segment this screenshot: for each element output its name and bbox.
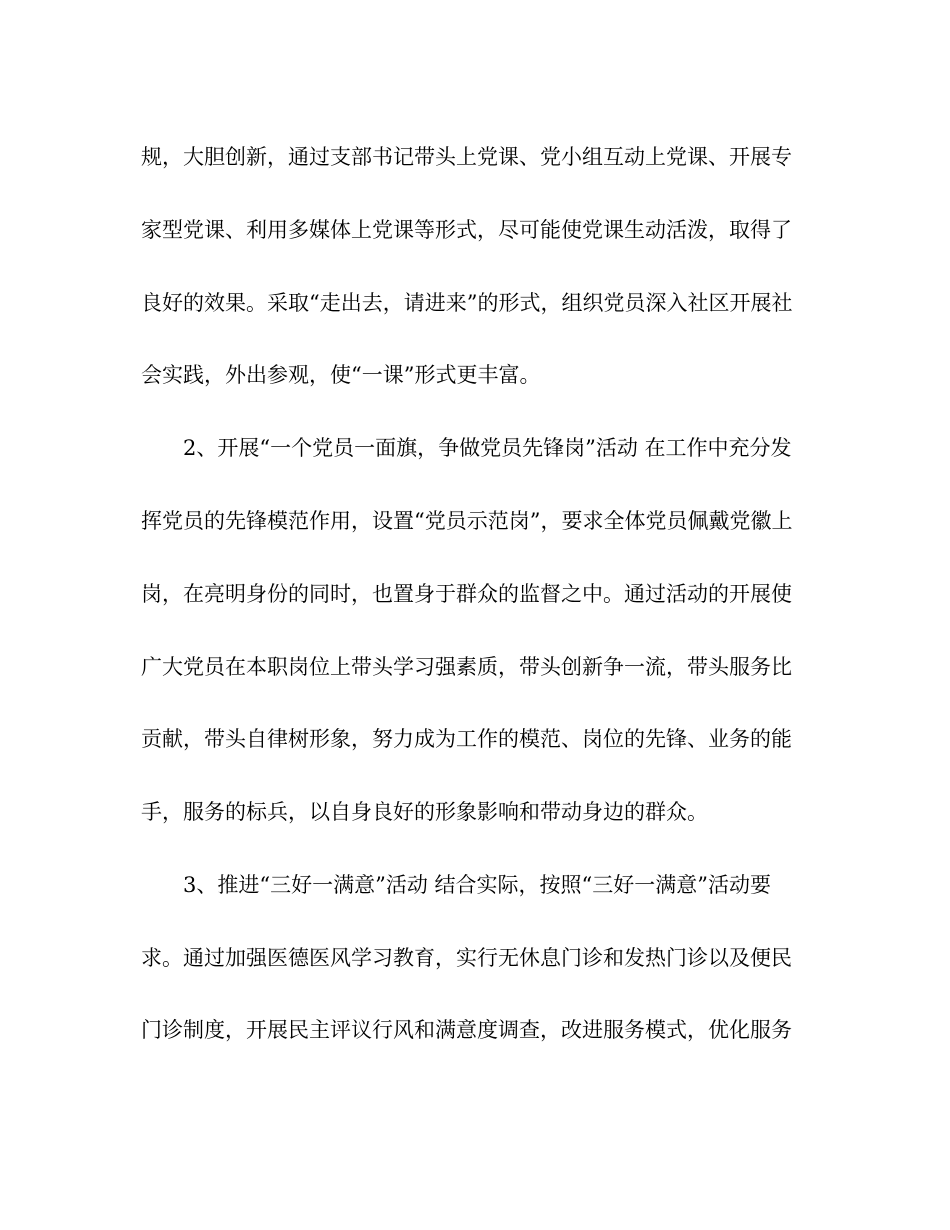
text-line: 门诊制度，开展民主评议行风和满意度调查，改进服务模式，优化服务 — [141, 1018, 792, 1042]
text-line: 规，大胆创新，通过支部书记带头上党课、党小组互动上党课、开展专 — [141, 145, 792, 169]
text-line: 岗，在亮明身份的同时，也置身于群众的监督之中。通过活动的开展使 — [141, 582, 792, 606]
text-line: 广大党员在本职岗位上带头学习强素质，带头创新争一流，带头服务比 — [141, 655, 792, 679]
paragraph-start-line: 2、开展“一个党员一面旗，争做党员先锋岗”活动 在工作中充分发 — [183, 436, 792, 460]
text-line: 挥党员的先锋模范作用，设置“党员示范岗”，要求全体党员佩戴党徽上 — [141, 509, 793, 533]
text-line: 贡献，带头自律树形象，努力成为工作的模范、岗位的先锋、业务的能 — [141, 727, 792, 751]
text-line: 家型党课、利用多媒体上党课等形式，尽可能使党课生动活泼，取得了 — [141, 218, 792, 242]
text-line: 手，服务的标兵，以自身良好的形象影响和带动身边的群众。 — [141, 800, 708, 824]
paragraph-start-line: 3、推进“三好一满意”活动 结合实际，按照“三好一满意”活动要 — [183, 873, 771, 897]
text-line: 良好的效果。采取“走出去，请进来”的形式，组织党员深入社区开展社 — [141, 291, 793, 315]
text-line: 求。通过加强医德医风学习教育，实行无休息门诊和发热门诊以及便民 — [141, 946, 792, 970]
text-line: 会实践，外出参观，使“一课”形式更丰富。 — [141, 363, 541, 387]
